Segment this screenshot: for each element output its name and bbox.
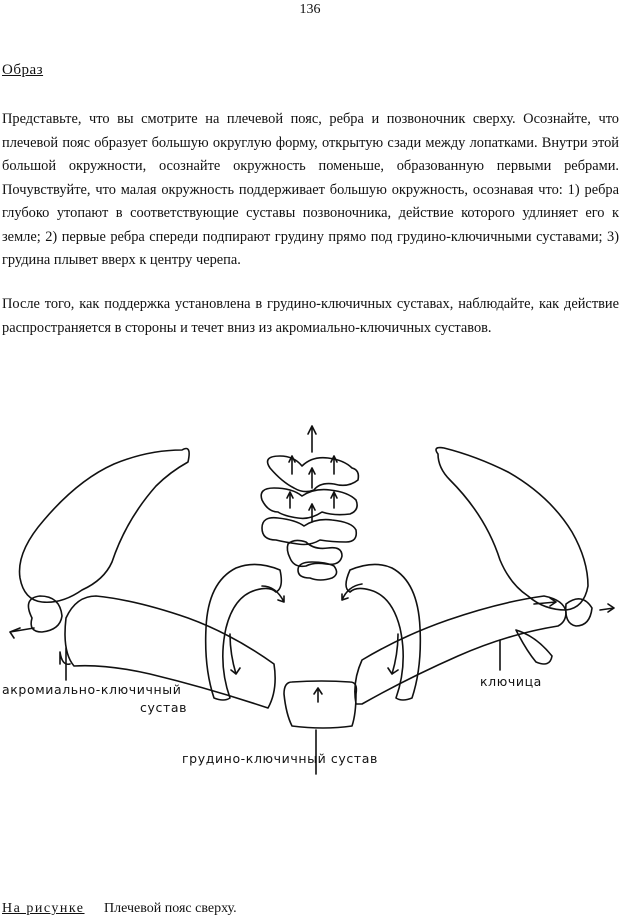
- page-number: 136: [299, 2, 321, 17]
- caption-tag: На рисунке: [2, 901, 85, 916]
- figure-caption: [2, 901, 237, 917]
- paragraph-followup: После того, как поддержка установлена в грудино-ключичных суставах, наблюдайте, как действие распространяется в стороны и течет вниз из акромиально-ключичных суставов.: [2, 296, 619, 336]
- label-acromioclavicular-joint-line2: сустав: [140, 700, 188, 715]
- section-heading: Образ: [2, 62, 44, 78]
- shoulder-girdle-drawing: [0, 408, 620, 788]
- paragraph-instructions: Представьте, что вы смотрите на плечевой пояс, ребра и позвоночник сверху. Осознайте, что плечевой пояс образует большую округлую форму, открытую сзади между лопатками. Внутри этой большой окружности, осознайте окружность поменьше, образованную первыми ребрами. Почувствуйте, что малая окружность поддерживает большую окружность, осознавая что: 1) ребра глубоко утопают в соответствующие суставы позвоночника, действие которого удлиняет его к земле; 2) первые ребра спереди подпирают грудину прямо под грудино-ключичными суставами; 3) грудина плывет вверх к центру черепа.: [2, 111, 619, 268]
- caption-text: Плечевой пояс сверху.: [104, 901, 237, 916]
- first-ribs-illustration: [206, 564, 421, 700]
- shoulder-girdle-figure: [0, 408, 620, 788]
- label-clavicle: ключица: [480, 674, 542, 689]
- label-sternoclavicular-joint: грудино-ключичный сустав: [182, 751, 378, 766]
- label-acromioclavicular-joint: акромиально-ключичный: [2, 682, 182, 697]
- spine-illustration: [261, 426, 358, 580]
